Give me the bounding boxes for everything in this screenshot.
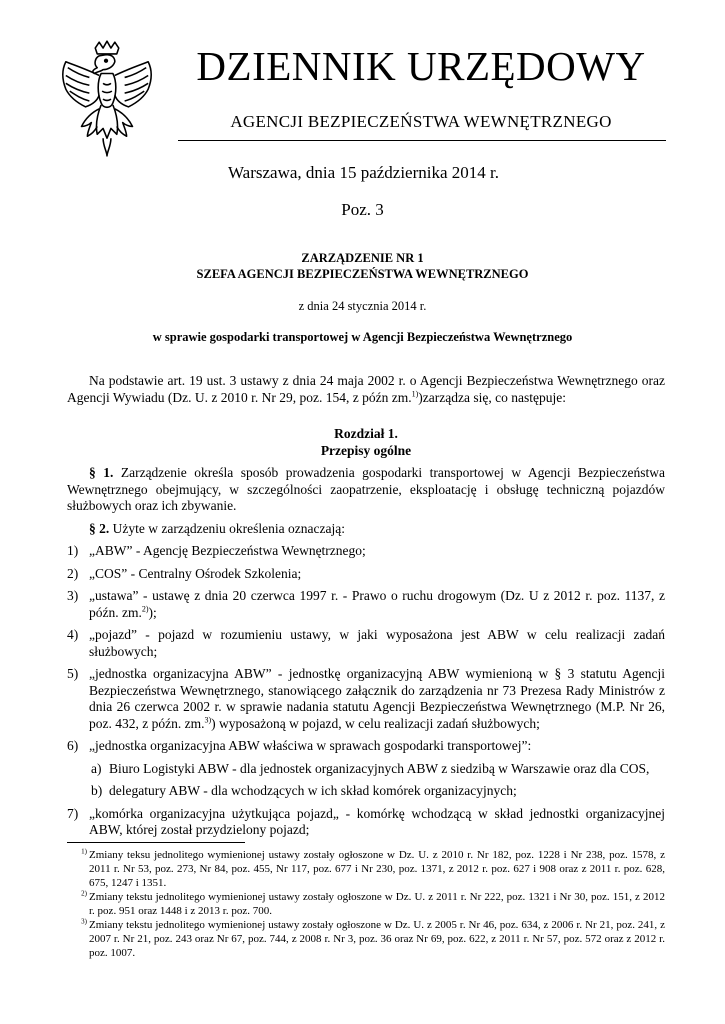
definition-subitem [67, 761, 665, 778]
definition-text [89, 666, 665, 732]
footnotes [67, 848, 665, 960]
chapter-heading [67, 426, 665, 459]
subitem-text: Biuro Logistyki ABW - dla jednostek organizacyjnych ABW z siedzibą w Warszawie oraz dla COS, [109, 760, 650, 776]
footnote-ref-2: 2) [141, 604, 149, 613]
definition-item [67, 738, 665, 755]
footnote [67, 890, 665, 918]
footnote [67, 848, 665, 890]
section-2-text: Użyte w zarządzeniu określenia oznaczają: [112, 520, 345, 536]
definition-item [67, 666, 665, 732]
chapter-number: Rozdział 1. [334, 426, 398, 441]
header-divider [178, 140, 666, 141]
definition-number: 4) [67, 627, 79, 642]
document-body [67, 373, 665, 839]
definition-number: 3) [67, 588, 79, 603]
definition-item [67, 566, 665, 583]
issue-date [0, 163, 725, 183]
section-1 [67, 465, 665, 515]
definition-text: „pojazd” - pojazd w rozumieniu ustawy, w jaki wyposażona jest ABW w celu realizacji zadań służbowych; [89, 627, 665, 659]
definition-text-part: „ustawa” - ustawę z dnia 20 czerwca 1997 r. - Prawo o ruchu drogowym (Dz. U z 2012 r. poz. 1137, z późn. zm. [89, 588, 665, 620]
polish-eagle-emblem-icon [58, 40, 156, 158]
definition-item [67, 627, 665, 660]
footnote-ref-1: 1) [411, 389, 419, 398]
definition-text: „jednostka organizacyjna ABW właściwa w sprawach gospodarki transportowej”: [89, 738, 532, 753]
act-title [0, 250, 725, 282]
definition-text: „komórka organizacyjna użytkująca pojazd„ - komórkę wchodzącą w skład jednostki organizacyjnej ABW, której został przydzielony pojazd; [89, 805, 665, 837]
footnote-ref-3: 3) [204, 715, 212, 724]
preamble-text-end: )zarządza się, co następuje: [418, 389, 566, 405]
definition-item [67, 806, 665, 839]
definition-number: 7) [67, 805, 79, 821]
definition-number: 5) [67, 666, 79, 681]
definition-number: 1) [67, 543, 79, 558]
journal-title: DZIENNIK URZĘDOWY [196, 43, 646, 89]
preamble-text: Na podstawie art. 19 ust. 3 ustawy z dnia 24 maja 2002 r. o Agencji Bezpieczeństwa Wewnętrznego oraz Agencji Wywiadu (Dz. U. z 2010 r. Nr 29, poz. 154, z późn zm. [67, 373, 665, 405]
act-title-line1: ZARZĄDZENIE NR 1 [301, 251, 424, 265]
footnote-text: Zmiany teksu jednolitego wymienionej ustawy zostały ogłoszone w Dz. U. z 2010 r. Nr 182, poz. 1228 i Nr 238, poz. 1578, z 2011 r. Nr 53, poz. 273, Nr 84, poz. 455, Nr 117, poz. 677 i Nr 230, poz. 1371, z 2012 r. poz. 627 i 908 oraz z 2011 r. poz. 628, 675, 1247 i 1351. [89, 849, 665, 889]
footnote [67, 918, 665, 960]
act-date: z dnia 24 stycznia 2014 r. [298, 299, 427, 313]
definition-subitem [67, 783, 665, 800]
section-1-label: § 1. [89, 465, 114, 480]
subitem-letter: a) [91, 760, 102, 776]
footnote-mark: 1) [81, 847, 87, 856]
footnote-mark: 3) [81, 917, 87, 926]
issue-date-text: Warszawa, dnia 15 października 2014 r. [228, 163, 499, 182]
definition-text-end: ); [148, 604, 157, 620]
act-subject: w sprawie gospodarki transportowej w Agencji Bezpieczeństwa Wewnętrznego [152, 330, 573, 344]
chapter-title: Przepisy ogólne [320, 442, 412, 458]
definition-number: 2) [67, 565, 79, 581]
journal-subtitle: AGENCJI BEZPIECZEŃSTWA WEWNĘTRZNEGO [230, 112, 612, 131]
footnote-text: Zmiany tekstu jednolitego wymienionej ustawy zostały ogłoszone w Dz. U. z 2005 r. Nr 46, poz. 634, z 2006 r. Nr 21, poz. 241, z 2007 r. Nr 21, poz. 243 oraz Nr 67, poz. 744, z 2008 r. Nr 3, poz. 36 oraz Nr 69, poz. 622, z 2011 r. Nr 57, poz. 572 oraz z 2012 r. poz. 1007. [89, 919, 665, 959]
definition-text-part: „jednostka organizacyjna ABW” - jednostkę organizacyjną ABW wymienioną w § 3 statutu Agencji Bezpieczeństwa Wewnętrznego, stanowiącego załącznik do zarządzenia nr 73 Prezesa Rady Ministrów z dnia 26 czerwca 2002 r. w sprawie nadania statutu Agencji Bezpieczeństwa Wewnętrznego (M.P. Nr 26, poz. 432, z późn. zm. [89, 666, 665, 731]
definition-text: „COS” - Centralny Ośrodek Szkolenia; [89, 565, 302, 581]
act-title-line2: SZEFA AGENCJI BEZPIECZEŃSTWA WEWNĘTRZNEGO [196, 267, 529, 281]
section-1-text: Zarządzenie określa sposób prowadzenia gospodarki transportowej w Agencji Bezpieczeństwa Wewnętrznego obejmujący, w szczególności zaopatrzenie, eksploatację i obsługę techniczną pojazdów służbowych oraz ich zbywanie. [67, 465, 666, 513]
definition-text-end: ) wyposażoną w pojazd, w celu realizacji zadań służbowych; [211, 715, 540, 731]
position-number: Poz. 3 [341, 200, 384, 219]
definition-number: 6) [67, 738, 79, 753]
definition-text: „ABW” - Agencję Bezpieczeństwa Wewnętrznego; [89, 543, 366, 558]
section-2 [67, 521, 665, 538]
subitem-text: delegatury ABW - dla wchodzących w ich skład komórek organizacyjnych; [109, 783, 517, 798]
subitem-letter: b) [91, 783, 103, 798]
footnote-text: Zmiany tekstu jednolitego wymienionej ustawy zostały ogłoszone w Dz. U. z 2011 r. Nr 222, poz. 1321 i Nr 30, poz. 151, z 2012 r. poz. 951 oraz 1448 i z 2013 r. poz. 700. [89, 891, 665, 917]
footnote-mark: 2) [81, 889, 87, 898]
definition-text [89, 588, 665, 621]
preamble [67, 373, 665, 406]
footnote-divider [67, 842, 245, 843]
definition-item [67, 543, 665, 560]
definition-item [67, 588, 665, 621]
section-2-label: § 2. [89, 520, 110, 536]
